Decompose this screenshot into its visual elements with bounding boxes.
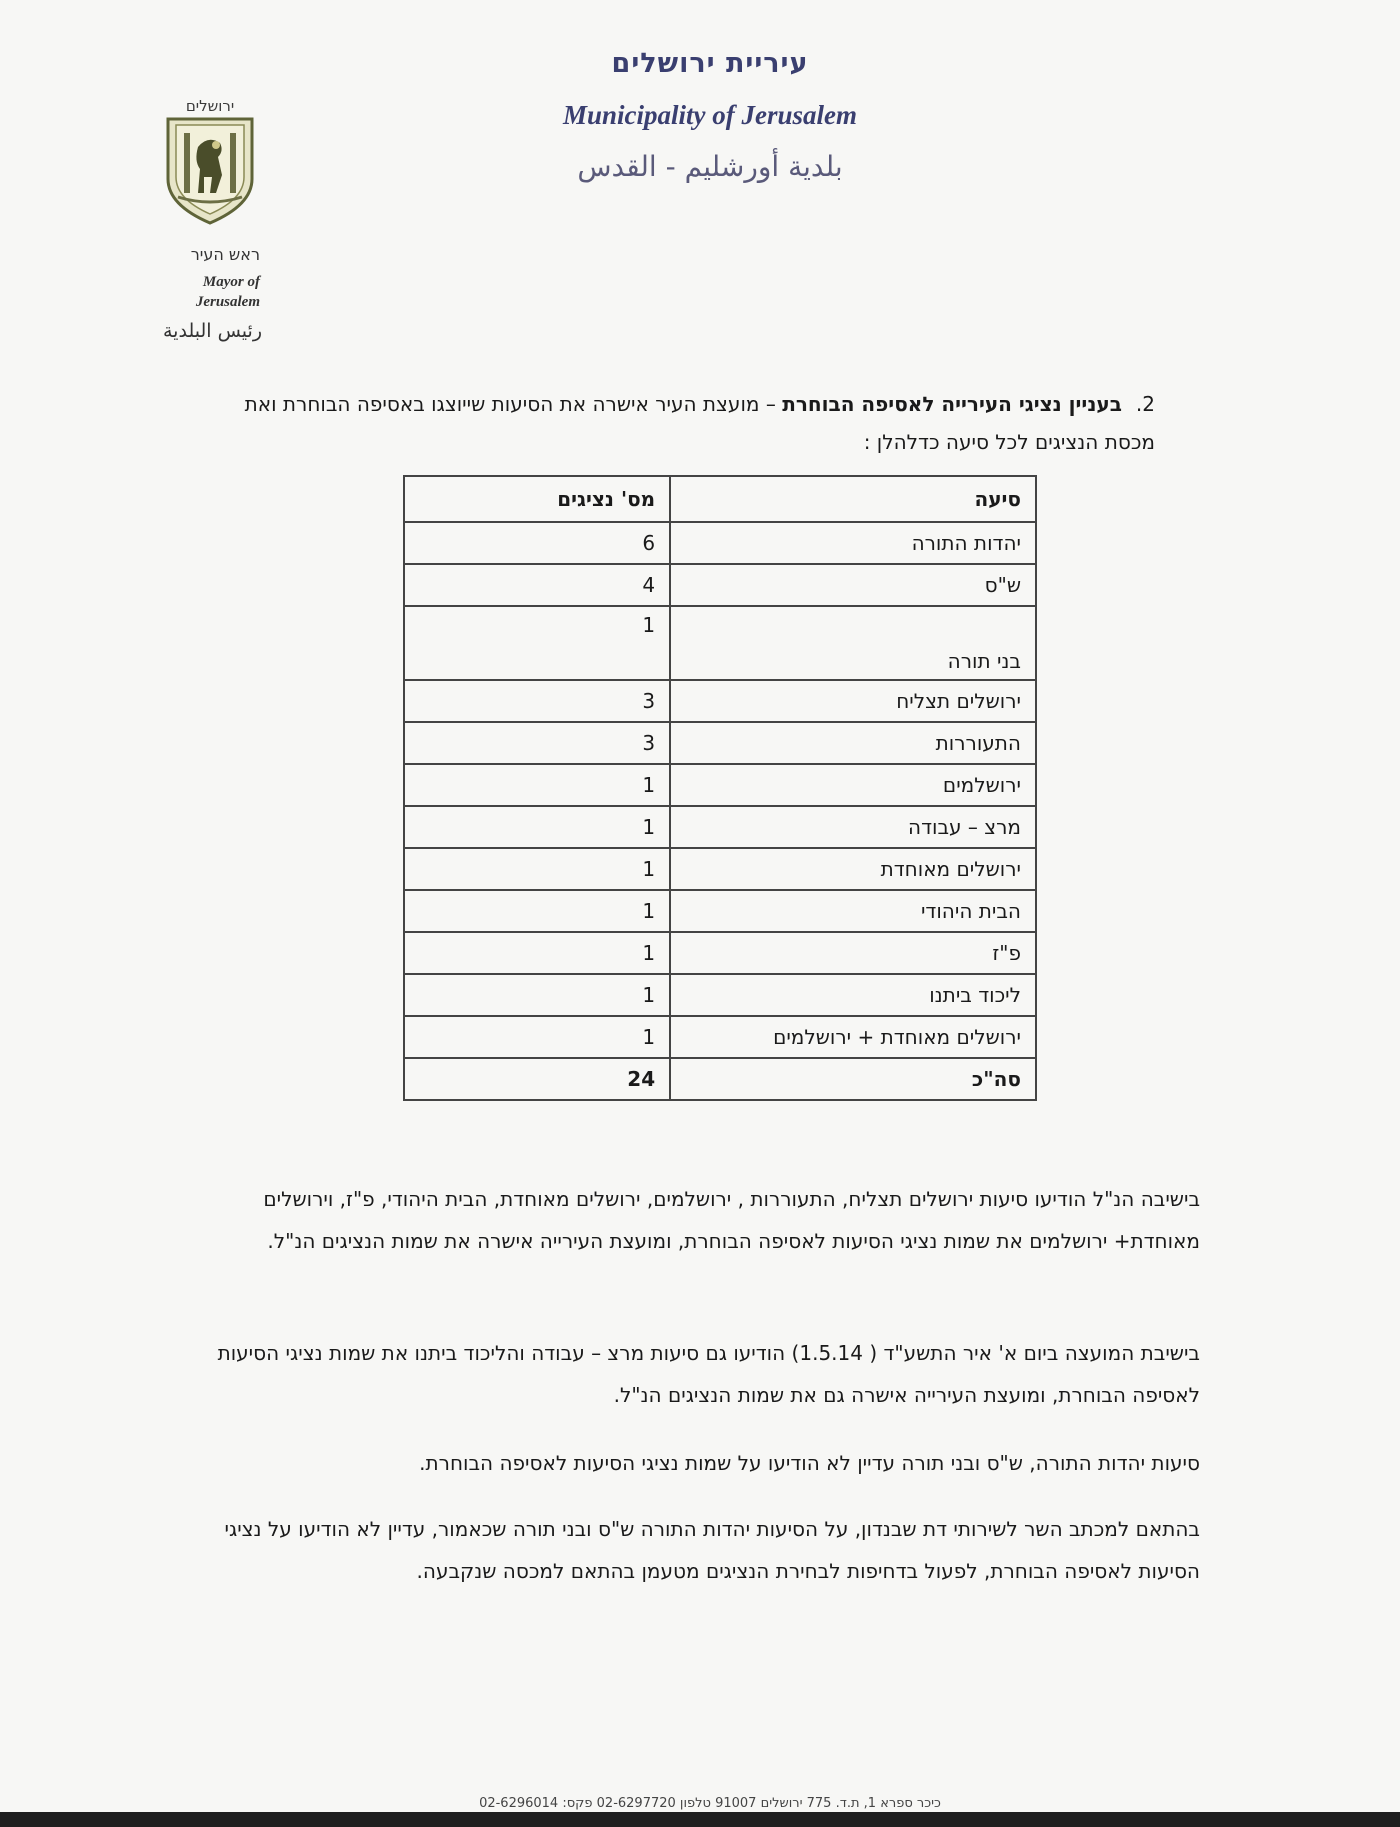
letterhead-english: Municipality of Jerusalem	[562, 100, 857, 130]
footer-address: כיכר ספרא 1, ת.ד. 775 ירושלים 91007 טלפון 02-6297720 פקס: 02-6296014	[479, 1796, 941, 1811]
table-row	[404, 522, 1036, 564]
mayor-title-english-line1: Mayor of	[202, 274, 260, 290]
party-cell: יהדות התורה	[670, 522, 1036, 564]
intro-text: – מועצת העיר אישרה את הסיעות שייוצגו באסיפה הבוחרת ואת מכסת הנציגים לכל סיעה כדלהלן :	[244, 392, 1155, 454]
party-cell: ירושלים תצליח	[670, 680, 1036, 722]
count-cell: 6	[404, 522, 670, 564]
intro-subject: בעניין נציגי העירייה לאסיפה הבוחרת	[782, 392, 1122, 416]
bottom-edge-bar	[0, 1812, 1400, 1827]
paragraph-4: בהתאם למכתב השר לשירותי דת שבנדון, על הסיעות יהדות התורה ש"ס ובני תורה שכאמור, עדיין לא הודיעו על נציגי הסיעות לאסיפה הבוחרת, לפעול בדחיפות לבחירת הנציגים מטעמן בהתאם למכסה שנקבעה.	[224, 1517, 1200, 1583]
mayor-title-hebrew: ראש העיר	[190, 245, 260, 264]
table-row	[404, 890, 1036, 932]
party-cell: הבית היהודי	[670, 890, 1036, 932]
count-cell: 1	[404, 1016, 670, 1058]
party-cell: בני תורה	[670, 606, 1036, 680]
representatives-table	[403, 475, 1037, 1101]
count-cell: 1	[404, 890, 670, 932]
emblem-label: ירושלים	[185, 97, 235, 115]
count-cell: 1	[404, 806, 670, 848]
party-cell: מרצ – עבודה	[670, 806, 1036, 848]
section-number: 2.	[1135, 392, 1155, 416]
letterhead-hebrew: עיריית ירושלים	[611, 48, 809, 79]
mayor-title-english	[150, 272, 260, 312]
count-cell: 1	[404, 764, 670, 806]
table-row	[404, 848, 1036, 890]
mayor-title-arabic: رئيس البلدية	[163, 320, 262, 342]
letterhead-arabic: بلدية أورشليم - القدس	[577, 150, 843, 183]
table-row	[404, 606, 1036, 680]
table-row	[404, 764, 1036, 806]
table-row	[404, 806, 1036, 848]
paragraph-2: בישיבת המועצה ביום א' איר התשע"ד ( 1.5.14) הודיעו גם סיעות מרצ – עבודה והליכוד ביתנו את שמות נציגי הסיעות לאסיפה הבוחרת, ומועצת העירייה אישרה גם את שמות הנציגים הנ"ל.	[217, 1341, 1200, 1407]
party-cell: התעוררות	[670, 722, 1036, 764]
count-cell: 1	[404, 848, 670, 890]
jerusalem-lion-emblem-icon	[160, 95, 260, 230]
table-total-row	[404, 1058, 1036, 1100]
mayor-title-english-line2: Jerusalem	[195, 294, 260, 310]
party-cell: ירושלים מאוחדת + ירושלמים	[670, 1016, 1036, 1058]
count-cell: 3	[404, 680, 670, 722]
table-row	[404, 680, 1036, 722]
count-cell: 1	[404, 974, 670, 1016]
count-cell: 4	[404, 564, 670, 606]
table-row	[404, 974, 1036, 1016]
count-cell: 3	[404, 722, 670, 764]
party-cell: ירושלים מאוחדת	[670, 848, 1036, 890]
party-cell: ירושלמים	[670, 764, 1036, 806]
table-header-row	[404, 476, 1036, 522]
party-cell: ש"ס	[670, 564, 1036, 606]
table-row	[404, 932, 1036, 974]
paragraph-1: בישיבה הנ"ל הודיעו סיעות ירושלים תצליח, התעוררות , ירושלמים, ירושלים מאוחדת, הבית היהודי, פ"ז, וירושלים מאוחדת+ ירושלמים את שמות נציגי הסיעות לאסיפה הבוחרת, ומועצת העירייה אישרה את שמות הנציגים הנ"ל.	[263, 1187, 1200, 1253]
table-row	[404, 564, 1036, 606]
paragraph-3: סיעות יהדות התורה, ש"ס ובני תורה עדיין לא הודיעו על שמות נציגי הסיעות לאסיפה הבוחרת.	[419, 1451, 1200, 1475]
party-cell: פ"ז	[670, 932, 1036, 974]
header-party: סיעה	[670, 476, 1036, 522]
count-cell: 1	[404, 606, 670, 680]
table-row	[404, 722, 1036, 764]
total-label: סה"כ	[670, 1058, 1036, 1100]
total-count: 24	[404, 1058, 670, 1100]
intro-paragraph	[195, 385, 1155, 461]
table-row	[404, 1016, 1036, 1058]
header-count: מס' נציגים	[404, 476, 670, 522]
party-cell: ליכוד ביתנו	[670, 974, 1036, 1016]
count-cell: 1	[404, 932, 670, 974]
